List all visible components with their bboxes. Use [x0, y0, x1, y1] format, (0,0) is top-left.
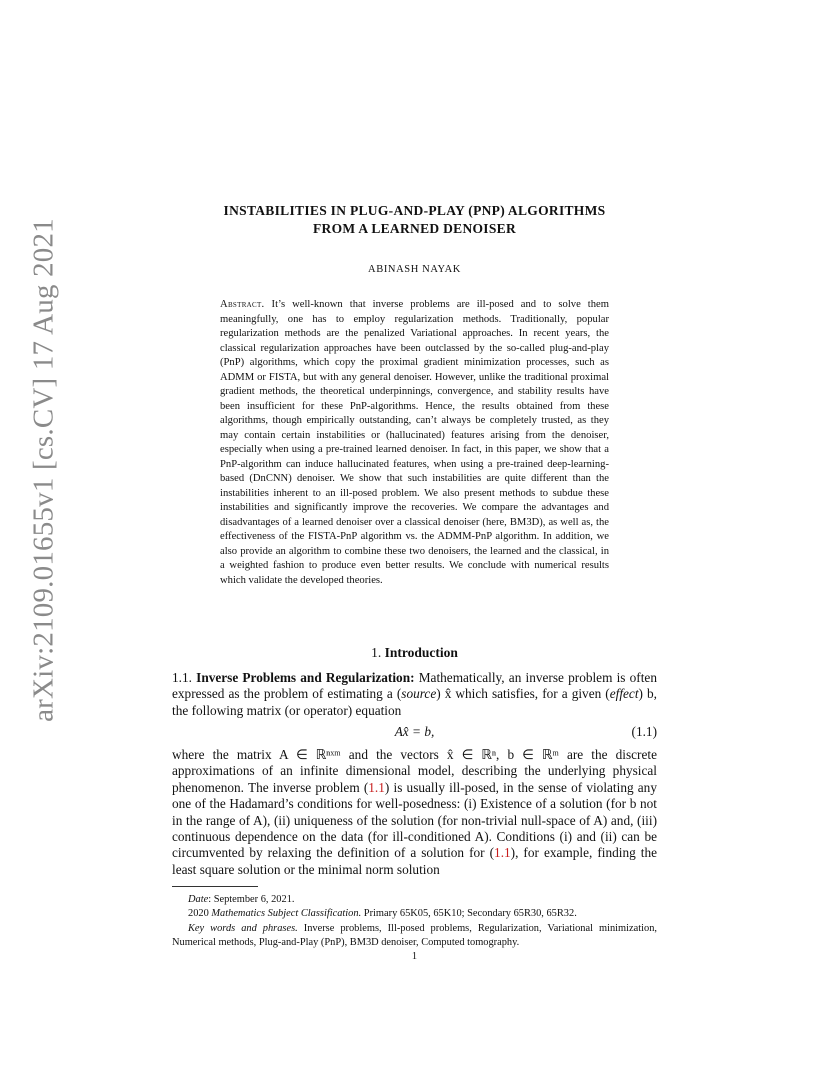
- equation-number: (1.1): [631, 724, 657, 739]
- arxiv-identifier-stamp: [18, 218, 70, 722]
- msc-value: Primary 65K05, 65K10; Secondary 65R30, 65R32.: [363, 908, 577, 920]
- footnote-date: [172, 893, 657, 907]
- arxiv-identifier-text: arXiv:2109.01655v1 [cs.CV] 17 Aug 2021: [27, 218, 60, 722]
- abstract: [220, 298, 609, 588]
- section-title: Introduction: [384, 645, 458, 660]
- msc-year: 2020: [188, 908, 209, 920]
- subsection-title: Inverse Problems and Regularization:: [196, 670, 415, 685]
- msc-label: Mathematics Subject Classification.: [211, 908, 362, 920]
- footnote-divider: [172, 886, 258, 887]
- section-heading: [172, 645, 657, 661]
- para2-text-c: ), for example, finding the least square solution or the minimal norm solution: [172, 845, 657, 877]
- section-number: 1.: [371, 645, 382, 660]
- para1-text-b: ) x̂ which satisfies, for a given (: [436, 686, 610, 702]
- title-line-1: INSTABILITIES IN PLUG-AND-PLAY (PNP) ALGORITHMS: [223, 203, 606, 218]
- para1-text-a: Mathematically, an inverse problem is often expressed as the problem of estimating a (: [172, 670, 657, 702]
- para1-effect: effect: [609, 686, 639, 702]
- intro-paragraph-2: [172, 747, 657, 878]
- equation-ref-link-1[interactable]: 1.1: [368, 779, 385, 795]
- intro-paragraph-1: [172, 670, 657, 719]
- equation-expression: Ax̂ = b,: [394, 724, 435, 739]
- date-value: : September 6, 2021.: [208, 894, 295, 905]
- keywords-value: Inverse problems, Ill-posed problems, Regularization, Variational minimization, Numerical methods, Plug-and-Play (PnP), BM3D denoiser, Computed tomography.: [172, 922, 657, 948]
- date-label: Date: [188, 894, 209, 905]
- para2-text-a: where the matrix A ∈ ℝⁿˣᵐ and the vectors x̂ ∈ ℝⁿ, b ∈ ℝᵐ are the discrete approximations of an infinite dimensional model, describing the underlying physical phenomenon. The inverse problem (: [172, 747, 657, 795]
- equation-ref-link-2[interactable]: 1.1: [494, 845, 511, 861]
- title-line-2: FROM A LEARNED DENOISER: [312, 220, 517, 236]
- paper-title: [172, 202, 657, 237]
- subsection-number: 1.1.: [172, 670, 192, 685]
- keywords-label: Key words and phrases.: [188, 922, 298, 934]
- page-number: 1: [411, 951, 418, 962]
- footnotes: [172, 893, 657, 950]
- abstract-text: It’s well-known that inverse problems are ill-posed and to solve them meaningfully, one has to employ regularization methods. Traditionally, popular regularization methods are the penalized Variational approaches. In recent years, the classical regularization approaches have been outclassed by the so-called plug-and-play (PnP) algorithms, which copy the proximal gradient minimization processes, such as ADMM or FISTA, but with any general denoiser. However, unlike the traditional proximal gradient methods, the theoretical underpinnings, convergence, and stability results have been insufficient for these PnP-algorithms. Hence, the results obtained from these algorithms, though empirically outstanding, can’t always be completely trusted, as they may contain certain instabilities or (hallucinated) features arising from the denoiser, especially when using a pre-trained learned denoiser. In fact, in this paper, we show that a PnP-algorithm can induce hallucinated features, when using a pre-trained deep-learning-based (DnCNN) denoiser. We show that such instabilities are quite different than the instabilities inherent to an ill-posed problem. We also present methods to subdue these instabilities and significantly improve the recoveries. We compare the advantages and disadvantages of a learned denoiser over a classical denoiser (here, BM3D), as well as, the effectiveness of the FISTA-PnP algorithm vs. the ADMM-PnP algorithm. In addition, we also provide an algorithm to combine these two denoisers, the learned and the classical, in a weighted fashion to produce even better results. We conclude with numerical results which validate the developed theories.: [220, 299, 609, 586]
- author-name: ABINASH NAYAK: [368, 264, 461, 275]
- para1-text-c: ) b, the following matrix (or operator) equation: [172, 686, 657, 718]
- footnote-msc: [172, 907, 657, 921]
- abstract-label: Abstract.: [220, 299, 265, 310]
- para2-text-b: ) is usually ill-posed, in the sense of violating any one of the Hadamard’s conditions for well-posedness: (i) Existence of a solution (for b not in the range of A), (ii) uniqueness of the solution (for non-trivial null-space of A) and, (iii) continuous dependence on the data (for ill-conditioned A). Conditions (i) and (ii) can be circumvented by relaxing the definition of a solution for (: [172, 779, 657, 861]
- equation-1-1: [172, 724, 657, 742]
- para1-source: source: [401, 686, 437, 702]
- footnote-keywords: [172, 922, 657, 951]
